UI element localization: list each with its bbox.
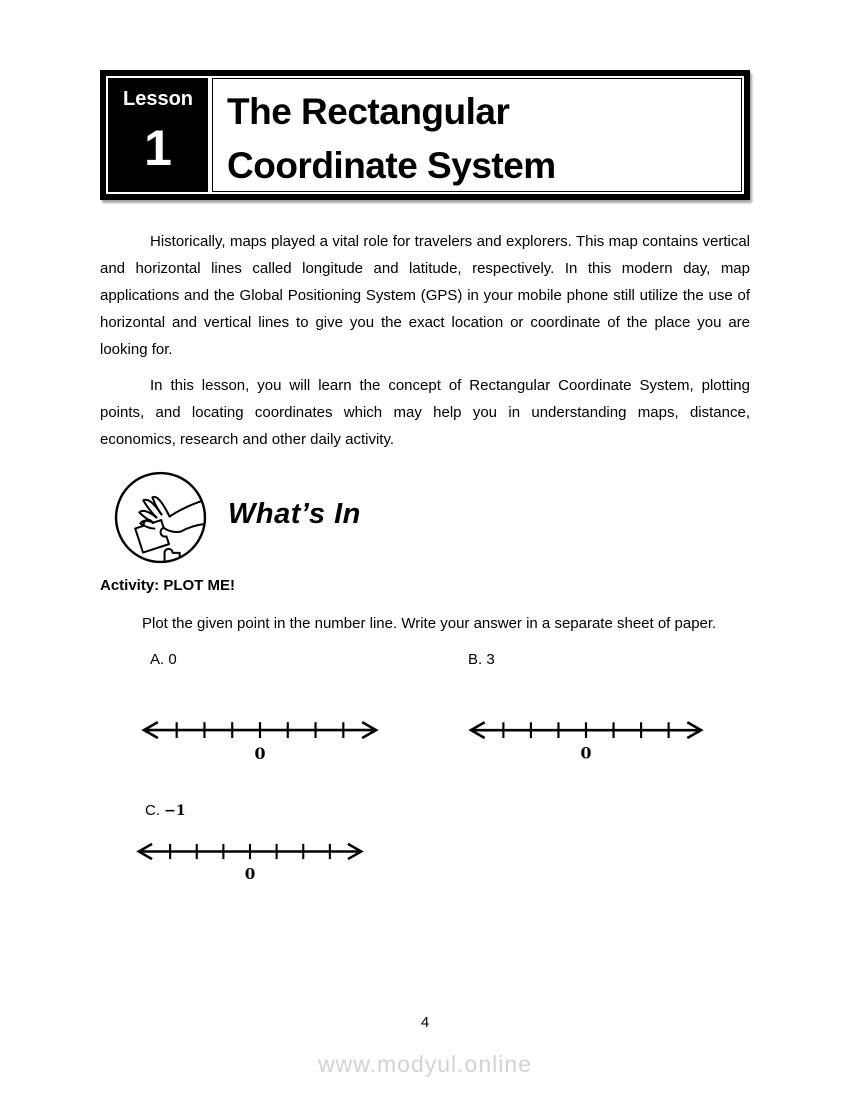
number-line-c (134, 837, 366, 890)
hand-puzzle-icon (112, 469, 209, 566)
intro-section (100, 228, 750, 462)
lesson-title-line2: Coordinate System (227, 145, 556, 186)
point-label-c (145, 802, 186, 819)
lesson-title-cell (212, 78, 742, 192)
point-label-b (468, 651, 495, 668)
lesson-number: 1 (144, 120, 172, 176)
point-label-a (150, 651, 177, 668)
whats-in-heading: What’s In (228, 498, 361, 530)
point-a-value: 0 (168, 651, 177, 668)
lesson-banner (100, 70, 750, 200)
page-number: 4 (420, 1014, 430, 1031)
lesson-label: Lesson (122, 88, 194, 110)
activity-instruction: Plot the given point in the number line. Write your answer in a separate sheet of paper. (142, 615, 717, 632)
intro-paragraph-2: In this lesson, you will learn the concept of Rectangular Coordinate System, plotting points, and locating coordinates which may help you in understanding maps, distance, economics, research and other daily activity. (100, 377, 750, 448)
point-c-letter: C. (145, 802, 160, 819)
number-line-a-zero-label: 0 (254, 743, 266, 763)
point-b-value: 3 (486, 651, 495, 668)
lesson-title-line1: The Rectangular (227, 91, 510, 132)
number-line-c-zero-label: 0 (244, 865, 256, 884)
number-line-a (139, 716, 381, 769)
point-b-letter: B. (468, 651, 483, 668)
watermark: www.modyul.online (318, 1051, 532, 1077)
number-line-b-zero-label: 0 (580, 743, 592, 763)
activity-title: Activity: PLOT ME! (100, 577, 236, 594)
number-line-b (466, 716, 706, 769)
intro-paragraph-1: Historically, maps played a vital role for travelers and explorers. This map contains vertical and horizontal lines called longitude and latitude, respectively. In this modern day, map applications and the Global Positioning System (GPS) in your mobile phone still utilize the use of horizontal and vertical lines to give you the exact location or coordinate of the place you are looking for. (100, 233, 750, 358)
point-c-value: −1 (164, 803, 186, 819)
lesson-number-cell (108, 78, 208, 192)
point-a-letter: A. (150, 651, 165, 668)
